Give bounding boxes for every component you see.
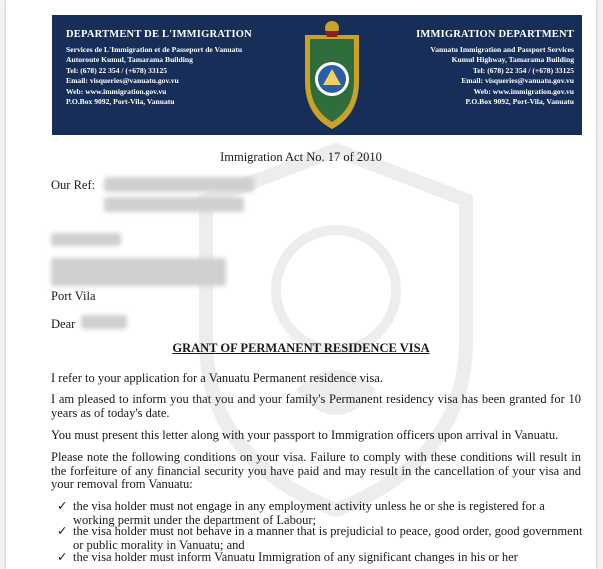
letter-heading: GRANT OF PERMANENT RESIDENCE VISA xyxy=(172,341,430,355)
act-reference: Immigration Act No. 17 of 2010 xyxy=(220,150,382,164)
letterhead-english-title: IMMIGRATION DEPARTMENT xyxy=(416,29,574,40)
letterhead-banner xyxy=(52,15,582,135)
letterhead-english-email[interactable]: Email: visqueries@vanuatu.gov.vu xyxy=(461,76,574,86)
redacted-ref xyxy=(104,177,254,192)
redacted-ref xyxy=(104,197,244,212)
letterhead-english-line: P.O.Box 9092, Port-Vila, Vanuatu xyxy=(465,97,574,107)
paragraph: I refer to your application for a Vanuatu Permanent residence visa. xyxy=(51,371,383,385)
letterhead-english-line: Kumul Highway, Tamarama Building xyxy=(451,55,574,65)
our-ref-label: Our Ref: xyxy=(51,178,96,192)
redacted-date xyxy=(51,233,121,246)
city-line: Port Vila xyxy=(51,289,96,303)
condition-item xyxy=(57,550,583,565)
condition-text: the visa holder must not engage in any employment activity unless he or she is registered for a working permit under the department of Labour; xyxy=(73,499,545,527)
letterhead-french-line: Tel: (678) 22 354 / (+678) 33125 xyxy=(66,65,168,75)
condition-text: the visa holder must not behave in a manner that is prejudicial to peace, good order, good government or public morality in Vanuatu; and xyxy=(73,524,583,552)
paragraph: I am pleased to inform you that you and your family's Permanent residency visa has been granted for 10 years as of today's date. xyxy=(51,392,581,420)
condition-text: the visa holder must inform Vanuatu Immigration of any significant changes in his or her xyxy=(73,550,518,564)
salutation: Dear xyxy=(51,317,76,331)
checkmark-icon: ✓ xyxy=(57,499,68,513)
redacted-name xyxy=(81,315,127,329)
condition-item xyxy=(57,524,583,552)
letterhead-french-title: DEPARTMENT DE L'IMMIGRATION xyxy=(66,29,252,40)
letterhead-french-email[interactable]: Email: visqueries@vanuatu.gov.vu xyxy=(66,76,179,86)
letterhead-french-web[interactable]: Web: www.immigration.gov.vu xyxy=(66,86,167,96)
letterhead-french xyxy=(66,29,311,107)
checkmark-icon: ✓ xyxy=(57,550,68,564)
letterhead-english-line: Tel: (678) 22 354 / (+678) 33125 xyxy=(472,65,574,75)
letterhead-english xyxy=(334,29,574,107)
letterhead-french-line: Autoroute Kumul, Tamarama Building xyxy=(66,55,193,65)
letterhead-english-line: Vanuatu Immigration and Passport Services xyxy=(430,45,574,54)
letter-page xyxy=(6,0,596,569)
paragraph: Please note the following conditions on your visa. Failure to comply with these conditions will result in the forfeiture of any financial security you have paid and may result in the cancellation of your visa and your removal from Vanuatu: xyxy=(51,450,581,491)
redacted-address xyxy=(51,258,226,286)
checkmark-icon: ✓ xyxy=(57,524,68,538)
letterhead-french-line: Services de L'Immigration et de Passeport de Vanuatu xyxy=(66,45,243,54)
paragraph: You must present this letter along with your passport to Immigration officers upon arrival in Vanuatu. xyxy=(51,428,559,442)
letterhead-french-line: P.O.Box 9092, Port-Vila, Vanuatu xyxy=(66,97,175,107)
condition-item xyxy=(57,499,583,527)
letterhead-english-web[interactable]: Web: www.immigration.gov.vu xyxy=(473,86,574,96)
